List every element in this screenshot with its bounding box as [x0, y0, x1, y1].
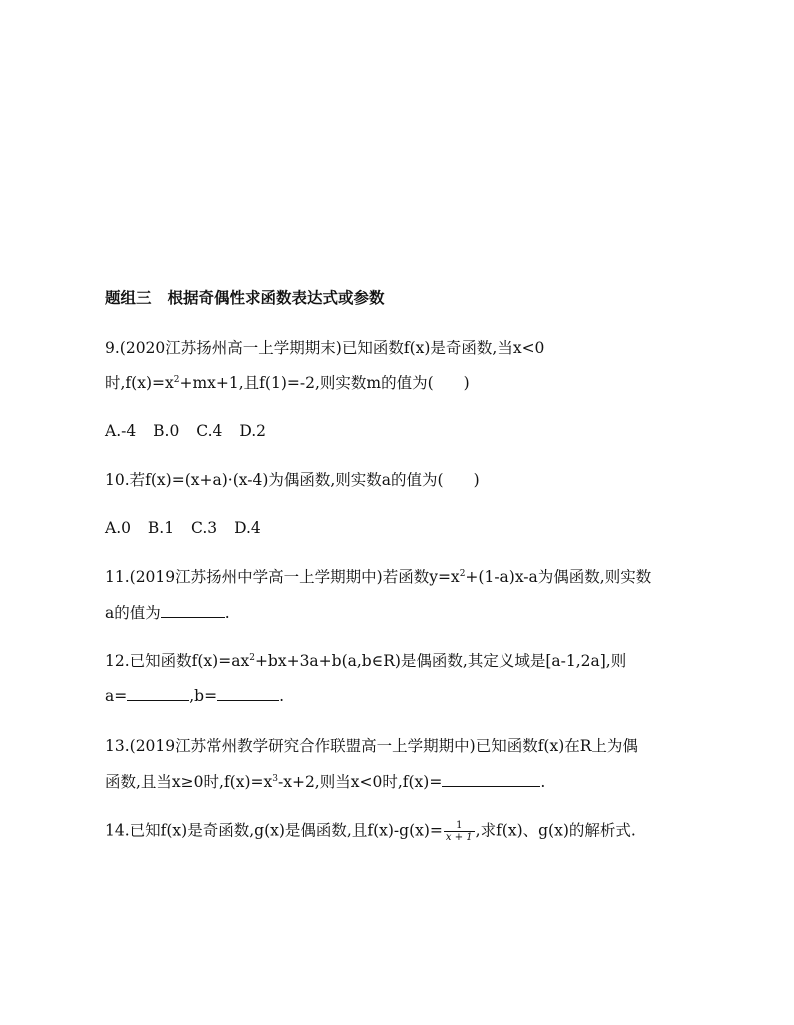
q14-line1	[105, 820, 636, 843]
q10-option-a[interactable]: A.0	[105, 519, 131, 537]
q9-line1: 9.(2020江苏扬州高一上学期期末)已知函数f(x)是奇函数,当x<0	[105, 339, 545, 357]
q9-line2-part-b: +mx+1,且f(1)=-2,则实数m的值为(	[179, 374, 434, 392]
q10-option-c[interactable]: C.3	[191, 519, 218, 537]
q12-line2-part-a: a=	[105, 687, 128, 705]
q10-options	[105, 518, 273, 538]
q10-line1	[105, 470, 480, 490]
q12-line2-end: .	[279, 687, 285, 705]
q13-exponent: 3	[272, 773, 278, 784]
q10-option-b[interactable]: B.1	[147, 519, 175, 537]
q12-line2-part-b: ,b=	[189, 687, 218, 705]
q11-line2-end: .	[224, 604, 230, 622]
q9-exponent: 2	[173, 374, 180, 385]
q12-exponent: 2	[249, 652, 255, 663]
q13-line2-end: .	[540, 773, 546, 791]
q14-fraction-numerator: 1	[456, 820, 463, 831]
q11-line1-part-b: +(1-a)x-a为偶函数,则实数	[465, 568, 652, 586]
q12-line1-part-a: 12.已知函数f(x)=ax	[105, 652, 250, 670]
q12-line2	[105, 686, 284, 706]
q9-line2-close: )	[463, 374, 470, 392]
q12-answer-blank-a[interactable]	[127, 686, 189, 701]
q11-exponent: 2	[459, 568, 466, 579]
section-heading	[105, 288, 385, 308]
q9-line2	[105, 373, 470, 393]
section-heading-group: 题组三	[105, 289, 152, 307]
q14-line1-part-b: ,求f(x)、g(x)的解析式.	[475, 821, 636, 840]
q13-line1: 13.(2019江苏常州教学研究合作联盟高一上学期期中)已知函数f(x)在R上为偶	[105, 737, 638, 755]
q11-answer-blank[interactable]	[161, 603, 225, 618]
q14-line1-part-a: 14.已知f(x)是奇函数,g(x)是偶函数,且f(x)-g(x)=	[105, 821, 443, 840]
q11-line2-part-a: a的值为	[105, 604, 161, 622]
q9-options	[105, 421, 278, 441]
q14-fraction	[444, 820, 475, 843]
q14-fraction-denominator: x + 1	[445, 832, 473, 843]
q11-line1-part-a: 11.(2019江苏扬州中学高一上学期期中)若函数y=x	[105, 568, 460, 586]
q12-line1	[105, 651, 626, 671]
q9-option-b[interactable]: B.0	[153, 422, 180, 440]
section-heading-topic: 根据奇偶性求函数表达式或参数	[167, 289, 385, 307]
q13-line2-part-a: 函数,且当x≥0时,f(x)=x	[105, 773, 273, 791]
q12-line1-part-b: +bx+3a+b(a,b∈R)是偶函数,其定义域是[a-1,2a],则	[254, 652, 627, 670]
q13-answer-blank[interactable]	[442, 772, 540, 787]
q10-line1-part-a: 10.若f(x)=(x+a)·(x-4)为偶函数,则实数a的值为(	[105, 471, 444, 489]
q13-line2-part-b: -x+2,则当x<0时,f(x)=	[277, 773, 443, 791]
q12-answer-blank-b[interactable]	[217, 686, 279, 701]
q11-line1	[105, 567, 651, 587]
q9-option-a[interactable]: A.-4	[105, 422, 137, 440]
q10-option-d[interactable]: D.4	[234, 519, 261, 537]
q13-line2	[105, 772, 545, 792]
q9-line2-part-a: 时,f(x)=x	[105, 374, 174, 392]
q11-line2	[105, 603, 230, 623]
q9-option-c[interactable]: C.4	[196, 422, 223, 440]
q9-option-d[interactable]: D.2	[239, 422, 267, 440]
q10-line1-close: )	[473, 471, 480, 489]
